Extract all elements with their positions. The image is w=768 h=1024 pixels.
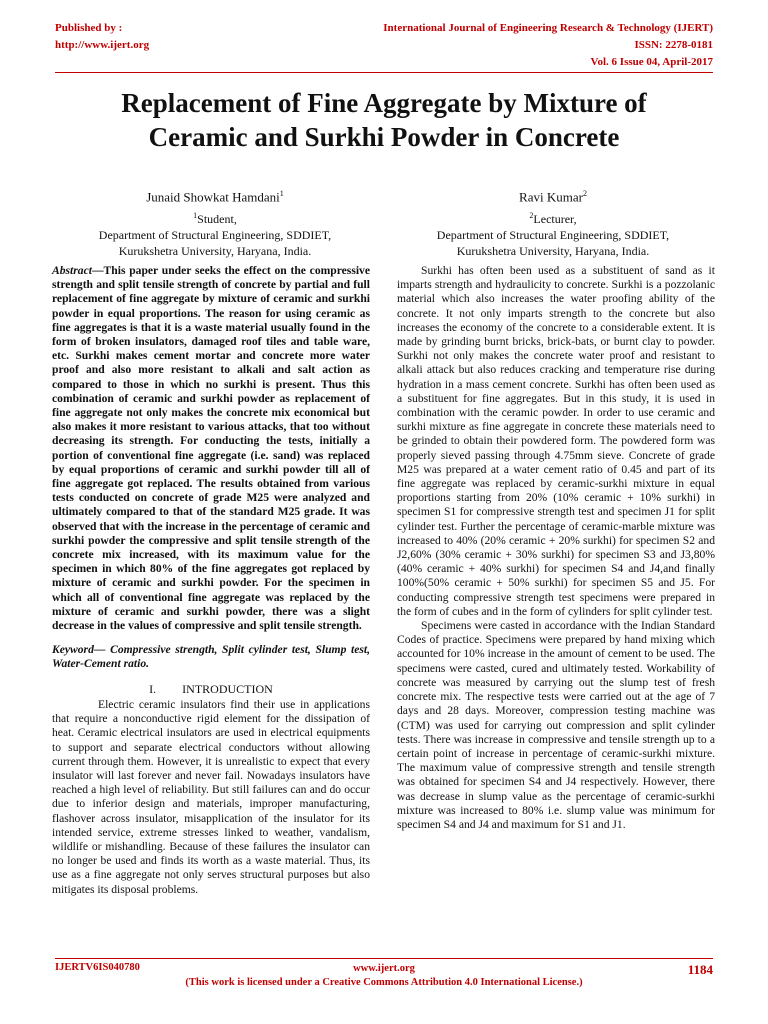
section-heading-introduction (52, 682, 370, 696)
author-university: Kurukshetra University, Haryana, India. (456, 244, 650, 259)
left-column (52, 264, 370, 897)
paper-title (40, 86, 728, 154)
intro-paragraph: Electric ceramic insulators find their use in applications that require a nonconductive rigid element for the dissipation of heat. Ceramic electrical insulators are used in electrical equipments to support and separate electrical conductors without allowing current through them. However, it is unrealistic to expect that every insulator will last forever and never fail. Nowadays insulators have reached a high level of reliability. But still failures can and do occur due to inferior design and materials, improper manufacturing, flashover across insulator, misapplication of the insulator for its intended service, extreme stresses linked to weather, vandalism, wildlife or mishandling. Because of these failures the insulator can no longer be used and finds its worth as a waste material. Thus, its use as a fine aggregate not only serves structural purposes but also mitigates its disposal problems. (52, 697, 370, 896)
title-line-1: Replacement of Fine Aggregate by Mixture of (121, 88, 647, 118)
author-role: $^2$Lecturer, (529, 211, 577, 227)
footer-center (0, 962, 768, 990)
author-department: Department of Structural Engineering, SDDIET, (98, 228, 332, 243)
volume-issue: Vol. 6 Issue 04, April-2017 (590, 56, 713, 68)
header-right (383, 20, 713, 71)
abstract-label: Abstract (52, 264, 92, 277)
body-paragraph-specimens: Specimens were casted in accordance with the Indian Standard Codes of practice. Specimens were prepared by hand mixing which accounted for 10% increase in the amount of cement to be used. The specimens were casted, cured and ultimately tested. Workability of concrete was measured by carrying out the slump test of fresh concrete mix. The respective tests were carried out at the age of 7 days and 28 days. Moreover, compression testing machine was (CTM) was used for carrying out compression and split cylinder tests. There was increase in compressive and tensile strength up to a certain point of increase in percentage of ceramic-surkhi mixture. The maximum value of compressive strength and tensile strength was obtained for specimen S4 and J4 respectively. However, there was decrease in slump value as the percentage of ceramic-surkhi mixture was increased to 80% i.e. slump value was minimum for specimen S4 and J4 and maximum for S1 and J1. (397, 619, 715, 831)
author-name: Ravi Kumar$^2$ (519, 189, 587, 205)
author-block-1 (40, 186, 390, 259)
author-superscript: 2 (582, 189, 587, 198)
author-role: $^1$Student, (193, 211, 237, 227)
footer-divider (55, 958, 713, 959)
author-department: Department of Structural Engineering, SDDIET, (436, 228, 670, 243)
right-column (397, 264, 715, 832)
author-block-2 (378, 186, 728, 259)
keywords (52, 643, 370, 671)
keyword-label: Keyword (52, 643, 94, 657)
page-number: 1184 (687, 962, 713, 977)
footer-paper-id: IJERTV6IS040780 (55, 962, 140, 973)
issn: ISSN: 2278-0181 (634, 39, 713, 51)
footer-license: (This work is licensed under a Creative Commons Attribution 4.0 International License.) (185, 977, 583, 988)
author-superscript: 1 (279, 189, 284, 198)
role-superscript: 1 (193, 211, 198, 221)
journal-name: International Journal of Engineering Research & Technology (IJERT) (383, 22, 713, 34)
author-university: Kurukshetra University, Haryana, India. (118, 244, 312, 259)
keyword-dash: — (93, 643, 106, 657)
body-paragraph-surkhi: Surkhi has often been used as a substituent of sand as it imparts strength and hydraulicity to concrete. Surkhi is a pozzolanic material which also increases the water proofing ability of the concrete. It not only imparts strength to the concrete but also increases the economy of the concrete to a considerable extent. It is made by grinding burnt bricks, brick-bats, or burnt clay to powder. Surkhi not only makes the concrete water proof and resistant to alkali attack but also reduces cracking and temperature rise during hydration in a mass cement concrete. Surkhi has often been used as a substituent for fine aggregates. But in this study, it is used in combination with the ceramic powder. In order to use ceramic and surkhi mixture as fine aggregate in concrete these materials need to be grinded to obtain their powdered form. The powdered form was properly sieved passing through 4.75mm sieve. Concrete of grade M25 was prepared at a water cement ratio of 0.45 and part of its fine aggregate was replaced by ceramic-surkhi mixture in equal proportions starting from 20% (10% ceramic + 10% surkhi) in specimen S1 for compressive strength test and specimen J1 for split cylinder test. Further the percentage of ceramic-marble mixture was increased to 40% (20% ceramic + 20% surkhi) for specimen S2 and J2,60% (30% ceramic + 30% surkhi) for specimen S3 and J3,80%(40% ceramic + 40% surkhi) for specimen S4 and J4,and finally 100%(50% ceramic + 50% surkhi) for specimen S5 and J5. For conducting compressive strength test specimens were prepared in the form of cubes and in the form of cylinders for split cylinder test. (397, 264, 715, 618)
header-left (55, 20, 149, 54)
journal-url-link[interactable]: http://www.ijert.org (55, 39, 150, 51)
section-number: I. (149, 681, 157, 696)
published-by: Published by : (55, 22, 123, 34)
title-line-2: Ceramic and Surkhi Powder in Concrete (148, 122, 620, 152)
abstract-dash: — (91, 264, 104, 277)
role-superscript: 2 (529, 211, 534, 221)
keyword-text: Compressive strength, Split cylinder test, Slump test, Water-Cement ratio. (52, 643, 370, 671)
abstract-text: This paper under seeks the effect on the compressive strength and split tensile strength of concrete by partial and full replacement of fine aggregate by mixture of ceramic and surkhi powder in equal proportions. The reason for using ceramic as fine aggregates is that it is a waste material usually found in the form of broken insulators, damaged roof tiles and table ware, etc. Surkhi makes cement mortar and concrete more water proof and also more resistant to alkali and salt action as compared to those in which no surkhi is present. Thus this combination of ceramic and surkhi powder as replacement of fine aggregate not only makes the concrete mix economical but also makes it more resistant to various attacks, that too without decreasing its strength. For conducting the tests, initially a portion of conventional fine aggregate (i.e. sand) was replaced by equal proportions of ceramic and surkhi powder till all of fine aggregate got replaced. The results obtained from various tests conducted on concrete of grade M25 were analyzed and ultimately compared to that of the standard M25 grade. It was observed that with the increase in the percentage of ceramic and surkhi powder the compressive and split tensile strength of the concrete mix increased, with its maximum value for the specimen in which 80% of the fine aggregates got replaced by mixture of ceramic and surkhi powder. For the specimen in which all of conventional fine aggregate was replaced by the mixture of ceramic and surkhi powder, there was a slight decrease in the values of compressive and split tensile strength. (52, 264, 370, 633)
abstract-paragraph (52, 264, 370, 633)
header-divider (55, 72, 713, 73)
section-title: INTRODUCTION (182, 681, 273, 696)
footer-url-link[interactable]: www.ijert.org (353, 963, 415, 974)
author-name: Junaid Showkat Hamdani$^1$ (146, 189, 284, 205)
